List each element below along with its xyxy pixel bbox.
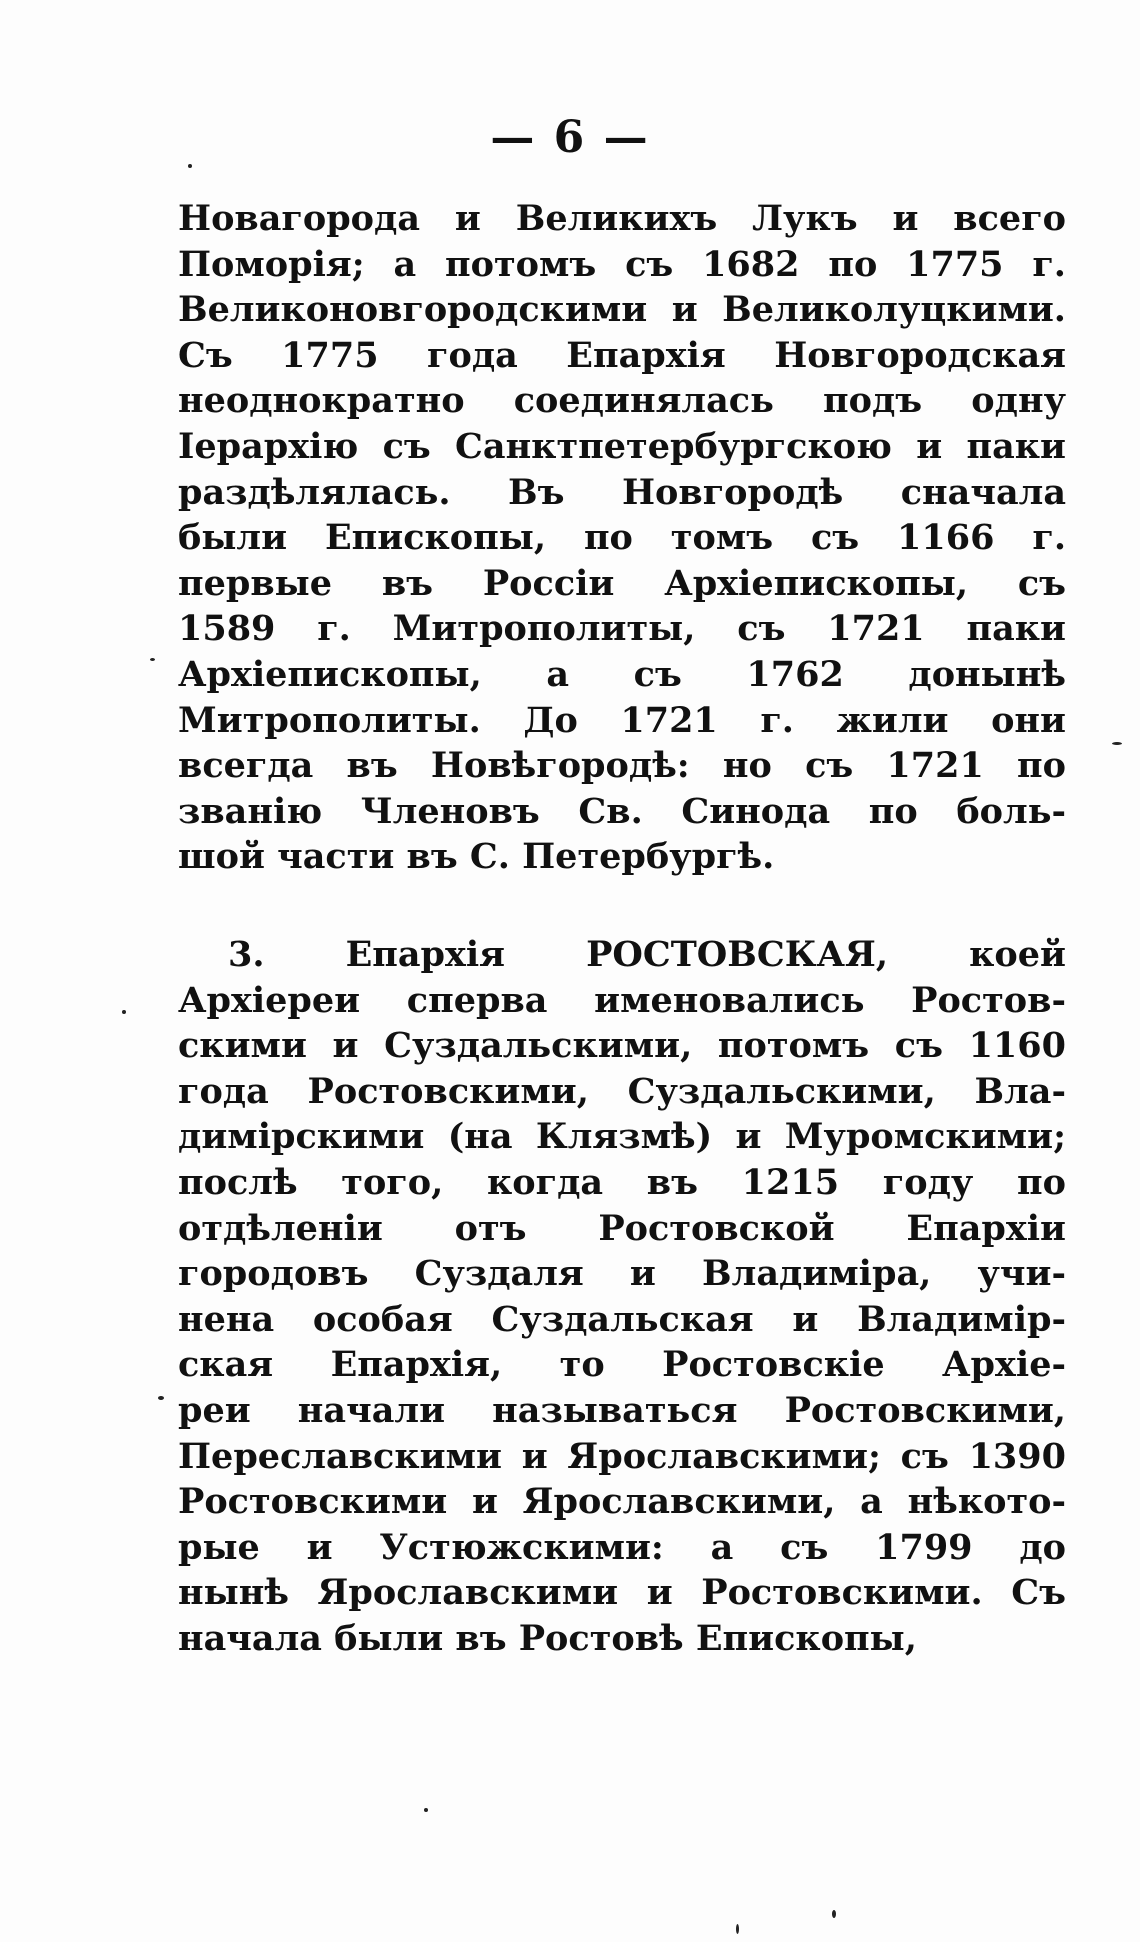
paragraph-rostov — [178, 932, 1066, 1662]
text-line: ская Епархія, то Ростовскіе Архіе- — [178, 1344, 1066, 1386]
text-line: начала были въ Ростовѣ Епископы, — [178, 1617, 917, 1659]
scan-speck — [424, 1808, 428, 1812]
text-line: димірскими (на Клязмѣ) и Муромскими; — [178, 1116, 1066, 1158]
scan-speck — [122, 1010, 126, 1014]
text-line: реи начали называться Ростовскими, — [178, 1389, 1066, 1431]
text-line: Іерархію съ Санктпетербургскою и паки — [178, 425, 1066, 467]
text-line: первые въ Россіи Архіепископы, съ — [178, 562, 1066, 604]
text-line: послѣ того, когда въ 1215 году по — [178, 1161, 1066, 1203]
text-line: были Епископы, по томъ съ 1166 г. — [178, 517, 1066, 559]
text-line: шой части въ С. Петербургѣ. — [178, 836, 775, 878]
text-line: Новагорода и Великихъ Лукъ и всего — [178, 198, 1066, 239]
text-line: рые и Устюжскими: а съ 1799 до — [178, 1526, 1066, 1568]
scan-speck — [150, 658, 155, 661]
text-line: года Ростовскими, Суздальскими, Вла- — [178, 1070, 1066, 1112]
text-line: Поморія; а потомъ съ 1682 по 1775 г. — [178, 243, 1066, 285]
scan-speck — [736, 1924, 739, 1934]
page-number: — 6 — — [490, 112, 650, 163]
text-line: 1589 г. Митрополиты, съ 1721 паки — [178, 608, 1066, 650]
scan-speck — [158, 1396, 164, 1400]
scan-speck — [832, 1910, 836, 1918]
text-line: Ростовскими и Ярославскими, а нѣкото- — [178, 1481, 1066, 1523]
text-line: раздѣлялась. Въ Новгородѣ сначала — [178, 471, 1066, 513]
text-line: Съ 1775 года Епархія Новгородская — [178, 334, 1066, 376]
text-line: городовъ Суздаля и Владиміра, учи- — [178, 1253, 1066, 1295]
paragraph-novgorod — [178, 196, 1066, 880]
text-line: скими и Суздальскими, потомъ съ 1160 — [178, 1025, 1066, 1067]
text-line: всегда въ Новѣгородѣ: но съ 1721 по — [178, 745, 1066, 787]
text-line: Архіепископы, а съ 1762 донынѣ — [178, 653, 1066, 695]
scan-speck — [1112, 742, 1122, 745]
scan-speck — [188, 164, 192, 168]
text-line: нынѣ Ярославскими и Ростовскими. Съ — [178, 1572, 1066, 1614]
text-line: Архіереи сперва именовались Ростов- — [178, 979, 1066, 1021]
text-line: 3. Епархія РОСТОВСКАЯ, коей — [228, 934, 1066, 975]
text-line: званію Членовъ Св. Синода по боль- — [178, 790, 1066, 832]
text-line: Великоновгородскими и Великолуцкими. — [178, 289, 1066, 331]
text-line: неоднократно соединялась подъ одну — [178, 380, 1066, 422]
text-line: нена особая Суздальская и Владимір- — [178, 1298, 1066, 1340]
text-line: Митрополиты. До 1721 г. жили они — [178, 699, 1066, 741]
text-line: отдѣленіи отъ Ростовской Епархіи — [178, 1207, 1066, 1249]
text-line: Переславскими и Ярославскими; съ 1390 — [178, 1435, 1066, 1477]
